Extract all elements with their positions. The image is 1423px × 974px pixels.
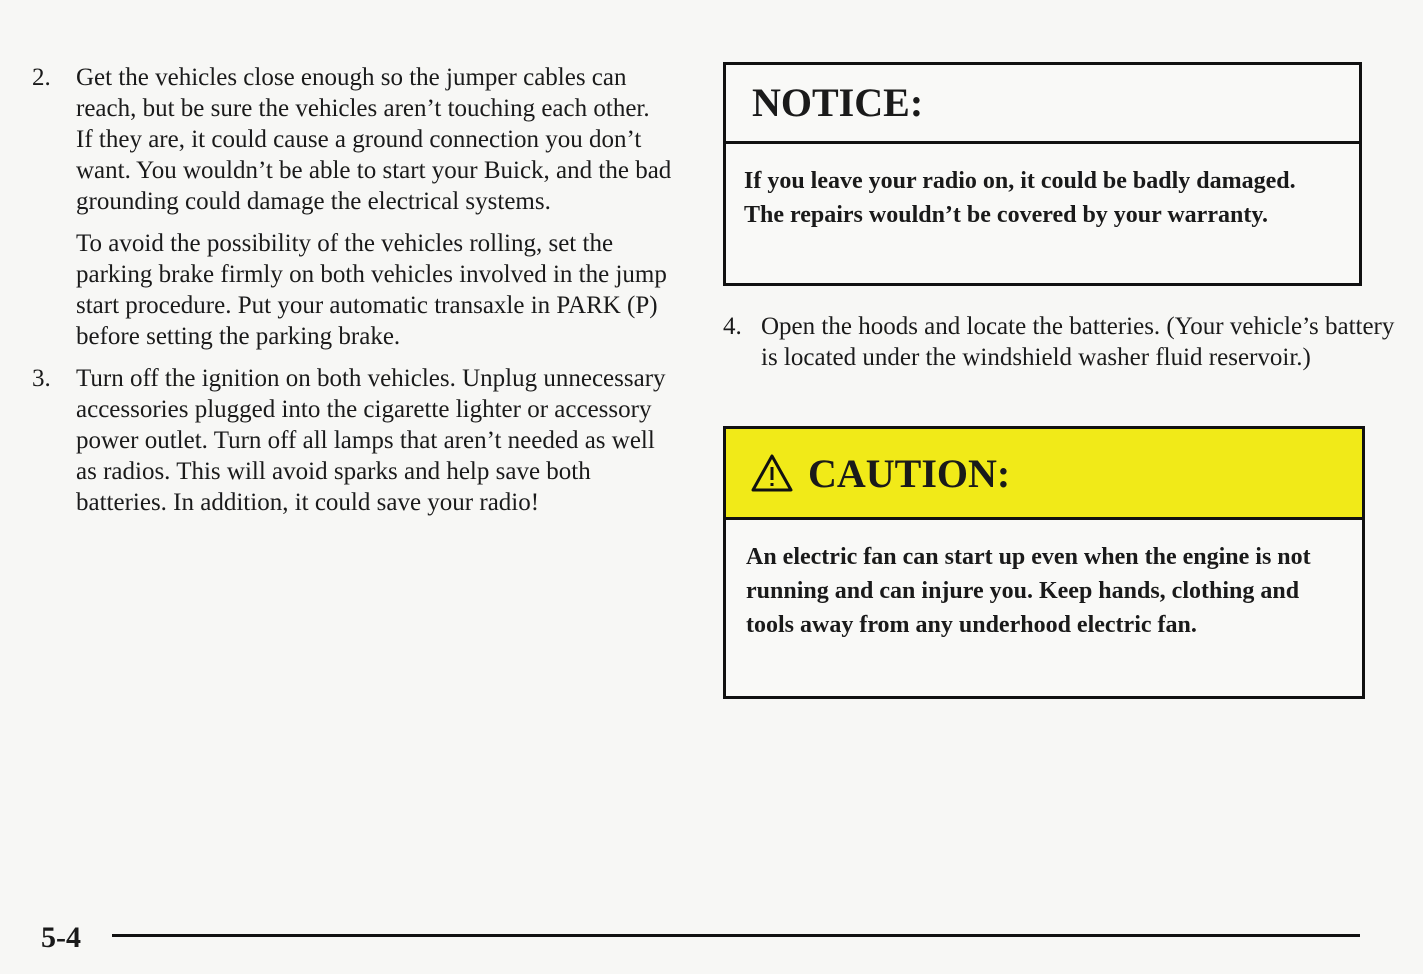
caution-title: CAUTION: [808,450,1011,496]
caution-box [723,426,1365,699]
item-number: 4. [723,313,742,340]
item-number: 3. [32,365,51,392]
item-paragraph: Turn off the ignition on both vehicles. Unplug unnecessary accessories plugged into the cigarette lighter or accessory power outlet. Turn off all lamps that aren’t needed as well as radios. This will avoid sparks and help save both batteries. In addition, it could save your radio! [76,365,666,516]
item-paragraph: Open the hoods and locate the batteries. (Your vehicle’s battery is located under the windshield washer fluid reservoir.) [761,313,1395,371]
item-number: 2. [32,64,51,91]
item-paragraph: Get the vehicles close enough so the jumper cables can reach, but be sure the vehicles aren’t touching each other. If they are, it could cause a ground connection you don’t want. You wouldn’t be able to start your Buick, and the bad grounding could damage the electrical systems. [76,64,672,215]
footer-rule [112,934,1360,937]
caution-body: An electric fan can start up even when the engine is not running and can injure you. Keep hands, clothing and tools away from any underhood electric fan. [746,544,1311,638]
list-item-2 [32,62,672,352]
list-item-4 [723,311,1401,373]
warning-triangle-icon [750,453,794,493]
item-paragraph: To avoid the possibility of the vehicles rolling, set the parking brake firmly on both vehicles involved in the jump start procedure. Put your automatic transaxle in PARK (P) before setting the parking brake. [76,230,667,350]
list-item-3 [32,363,672,518]
caution-header [726,429,1362,520]
notice-title: NOTICE: [726,65,1359,144]
left-column [32,62,672,518]
page-number: 5-4 [41,921,81,954]
notice-box [723,62,1362,286]
notice-body: If you leave your radio on, it could be badly damaged. The repairs wouldn’t be covered by your warranty. [744,168,1296,228]
